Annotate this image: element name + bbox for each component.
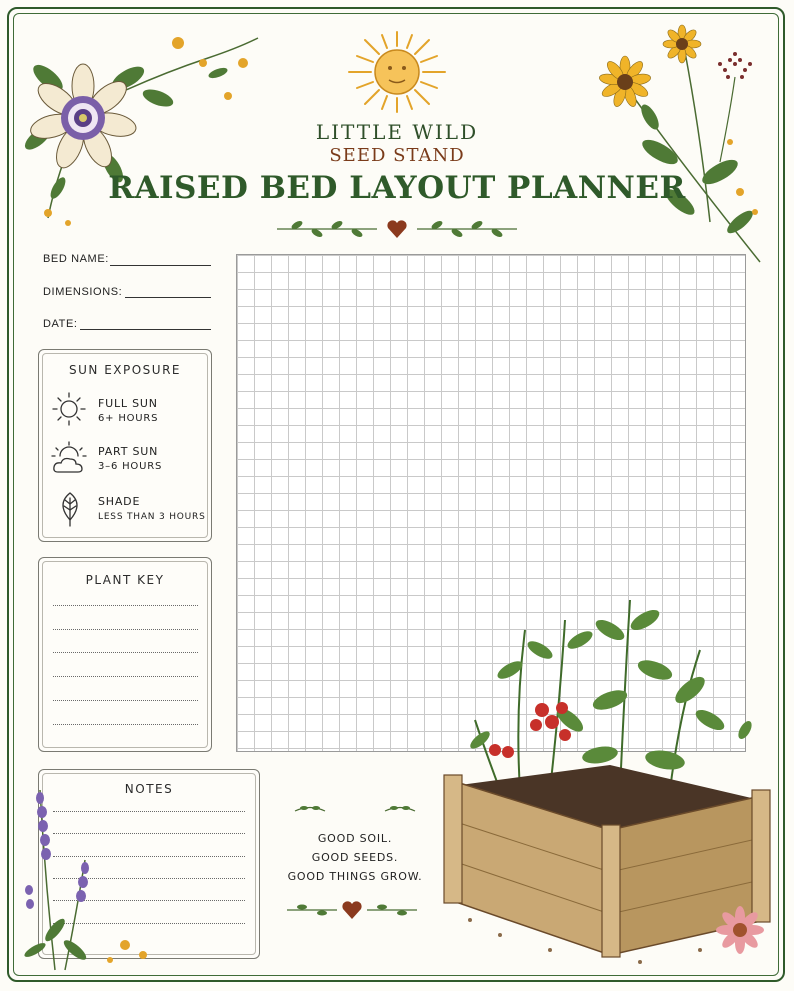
sun-exposure-title: SUN EXPOSURE (69, 363, 181, 377)
shade-label: SHADE (98, 495, 141, 508)
shade-hours: LESS THAN 3 HOURS (98, 512, 206, 522)
bed-name-label: BED NAME: (43, 253, 109, 265)
plant-key-line[interactable] (53, 699, 198, 701)
motto-top-flourish (290, 800, 420, 822)
bed-name-field[interactable] (110, 264, 211, 266)
full-sun-hours: 6+ HOURS (98, 413, 159, 424)
date-label: DATE: (43, 318, 78, 330)
part-sun-icon (50, 440, 88, 476)
dimensions-field[interactable] (125, 296, 211, 298)
part-sun-hours: 3–6 HOURS (98, 461, 163, 472)
full-sun-label: FULL SUN (98, 397, 158, 410)
plant-key-line[interactable] (53, 723, 198, 725)
dimensions-label: DIMENSIONS: (43, 286, 123, 298)
plant-key-line[interactable] (53, 604, 198, 606)
motto-line2: GOOD SEEDS. (311, 851, 399, 864)
motto-heart-flourish (282, 898, 422, 922)
plant-key-title: PLANT KEY (85, 573, 165, 587)
leaf-icon (54, 490, 86, 528)
plant-key-line[interactable] (53, 675, 198, 677)
title-divider-flourish (272, 216, 522, 242)
sun-emblem-icon (345, 28, 449, 114)
lavender-illustration (15, 780, 165, 975)
motto-line1: GOOD SOIL. (317, 832, 393, 845)
motto-line3: GOOD THINGS GROW. (287, 870, 423, 883)
brand-name-line1: LITTLE WILD (315, 120, 479, 144)
sun-icon (50, 390, 88, 428)
part-sun-label: PART SUN (98, 445, 159, 458)
notes-title: NOTES (124, 782, 174, 796)
plant-key-line[interactable] (53, 651, 198, 653)
raised-bed-illustration (440, 590, 780, 975)
brand-name-line2: SEED STAND (329, 145, 465, 166)
page-title: RAISED BED LAYOUT PLANNER (108, 170, 686, 206)
plant-key-line[interactable] (53, 628, 198, 630)
panel-inner-border (42, 561, 208, 748)
date-field[interactable] (80, 328, 211, 330)
